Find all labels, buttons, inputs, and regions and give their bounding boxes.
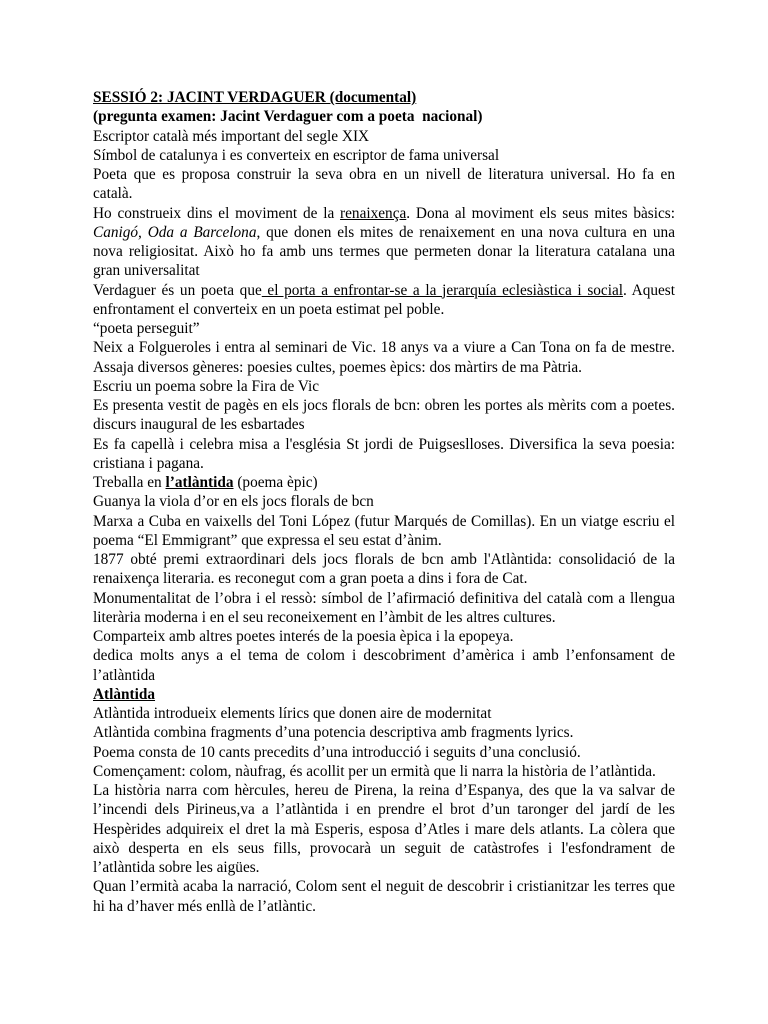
text-segment: . Aquest [623, 281, 675, 299]
section-heading: Atlàntida [93, 685, 156, 703]
text-line: cristiana i pagana. [93, 454, 204, 472]
text-line: Comparteix amb altres poetes interés de la poesia èpica i la epopeya. [93, 628, 514, 645]
text-line: literària moderna i en el seu reconeixement en l’àmbit de les altres cultures. [93, 608, 556, 626]
text-line: Hespèrides adquireix el dret la mà Esperis, esposa d’Atles i mare dels atlants. La còlera que [93, 820, 675, 838]
text-line: Guanya la viola d’or en els jocs florals de bcn [93, 493, 374, 511]
text-line: Escriptor català més important del segle XIX [93, 127, 370, 145]
text-line [93, 223, 675, 242]
underlined-phrase: el porta a enfrontar-se a la jerarquía eclesiàstica i social [261, 281, 624, 299]
text-segment: Treballa en [93, 474, 166, 491]
text-line: l’atlàntida [93, 666, 156, 684]
exam-question: (pregunta examen: Jacint Verdaguer com a poeta nacional) [93, 108, 483, 126]
text-line: Poeta que es proposa construir la seva obra en un nivell de literatura universal. Ho fa en [93, 166, 675, 183]
text-line: Atlàntida combina fragments d’una potencia descriptiva amb fragments lyrics. [93, 724, 574, 742]
text-line: Es presenta vestit de pagès en els jocs florals de bcn: obren les portes als mèrits com a poetes. [93, 397, 675, 414]
text-segment: Verdaguer és un poeta que [93, 281, 262, 299]
bold-underlined-term: l’atlàntida [165, 474, 234, 491]
text-line [93, 473, 675, 492]
text-line: Començament: colom, nàufrag, és acollit per un ermità que li narra la història de l’atlàntida. [93, 762, 656, 780]
text-line: Quan l’ermità acaba la narració, Colom sent el neguit de descobrir i cristianitzar les terres que [93, 878, 675, 896]
text-line [93, 281, 675, 300]
text-segment: . Dona al moviment els seus mites bàsics: [406, 204, 675, 222]
text-line: Es fa capellà i celebra misa a l'església St jordi de Puigseslloses. Diversifica la seva poesia: [93, 435, 675, 453]
text-line: això desperta en els seus fills, provocarà un seguit de catàstrofes i l'esfondrament de [93, 839, 675, 857]
text-line: enfrontament el converteix en un poeta estimat pel poble. [93, 300, 445, 318]
text-line: català. [93, 185, 133, 203]
text-line: La història narra com hèrcules, hereu de Pirena, la reina d’Espanya, des que la va salvar de [93, 782, 675, 799]
text-line: Poema consta de 10 cants precedits d’una introducció i seguits d’una conclusió. [93, 743, 581, 761]
text-line: dedica molts anys a el tema de colom i descobriment d’amèrica i amb l’enfonsament de [93, 647, 675, 665]
text-line: gran universalitat [93, 262, 200, 280]
text-line: discurs inaugural de les esbartades [93, 416, 305, 434]
document-page [93, 88, 675, 916]
text-line: poema “El Emmigrant” que expressa el seu estat d’ànim. [93, 531, 442, 549]
text-line: renaixença literaria. es reconegut com a gran poeta a dins i fora de Cat. [93, 570, 528, 588]
text-line: hi ha d’haver més enllà de l’atlàntic. [93, 897, 316, 915]
text-line: l’atlàntida sobre les aigües. [93, 859, 260, 876]
text-line: 1877 obté premi extraordinari dels jocs florals de bcn amb l'Atlàntida: consolidació de la [93, 551, 675, 568]
italic-work-titles: Canigó, Oda a Barcelona [93, 223, 257, 241]
text-line: nova religiositat. Això ho fa amb uns termes que permeten donar la literatura catalana una [93, 243, 675, 260]
text-segment: , que donen els mites de renaixement en una nova cultura en una [256, 223, 675, 241]
text-line: “poeta perseguit” [93, 320, 200, 337]
text-segment: (poema èpic) [233, 474, 318, 491]
text-line: Neix a Folgueroles i entra al seminari de Vic. 18 anys va a viure a Can Tona on fa de mestre. [93, 339, 675, 357]
text-segment: Ho construeix dins el moviment de la [93, 204, 341, 222]
underlined-term: renaixença [340, 204, 407, 222]
text-line: Assaja diversos gèneres: poesies cultes, poemes èpics: dos màrtirs de ma Pàtria. [93, 358, 582, 376]
text-line: Escriu un poema sobre la Fira de Vic [93, 377, 320, 395]
text-line: Símbol de catalunya i es converteix en escriptor de fama universal [93, 146, 500, 164]
text-line: Atlàntida introdueix elements lírics que donen aire de modernitat [93, 705, 492, 722]
text-line: l’incendi dels Pirineus,va a l’atlàntida i en prendre el brot d’un taronger del jardí de les [93, 801, 675, 819]
text-line [93, 204, 675, 223]
text-line: Monumentalitat de l’obra i el ressò: símbol de l’afirmació definitiva del català com a llengua [93, 589, 675, 607]
document-title: SESSIÓ 2: JACINT VERDAGUER (documental) [93, 89, 417, 106]
text-line: Marxa a Cuba en vaixells del Toni López (futur Marqués de Comillas). En un viatge escriu el [93, 512, 675, 530]
